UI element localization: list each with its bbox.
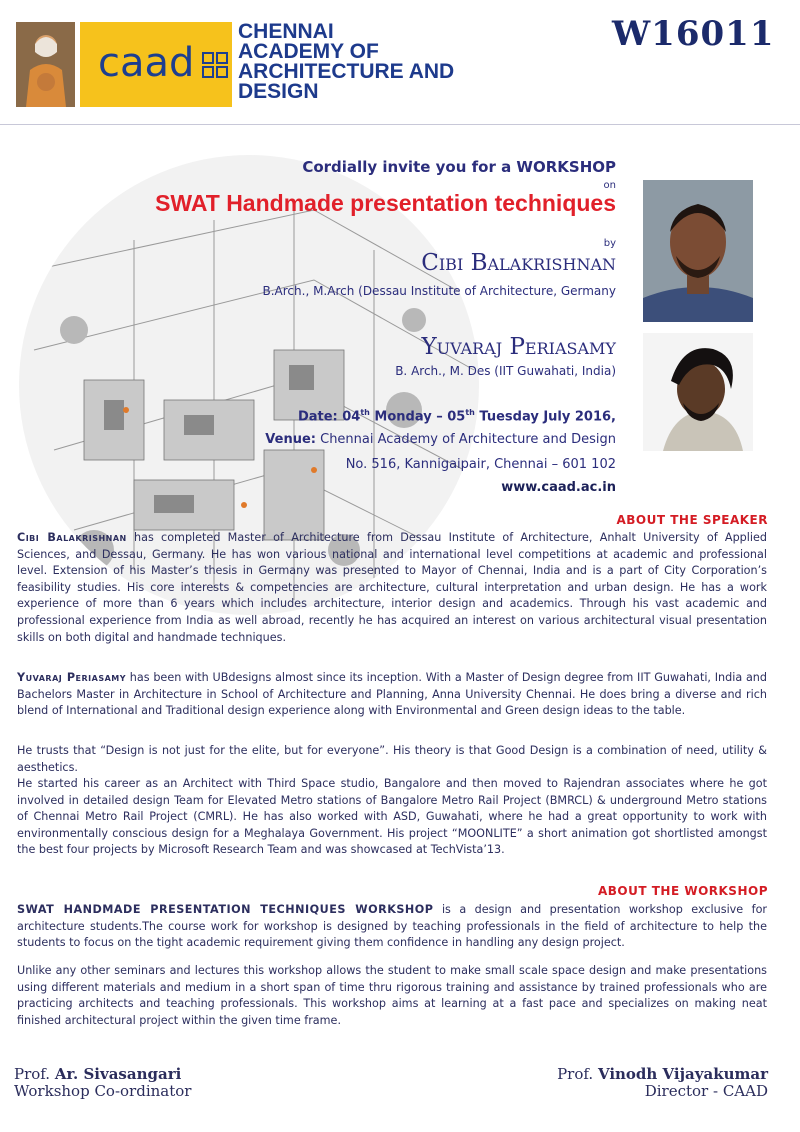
- academy-name: [238, 22, 508, 102]
- workshop-description: [17, 902, 767, 952]
- speaker-2-bio: [17, 670, 767, 720]
- speaker-1-name: Cibi Balakrishnan: [421, 250, 616, 276]
- coordinator-name-line: [14, 1066, 191, 1083]
- speaker-1-bio: [17, 530, 767, 646]
- director-name: Vinodh Vijayakumar: [597, 1065, 768, 1083]
- website-link[interactable]: www.caad.ac.in: [501, 480, 616, 495]
- date-mid: Monday – 05: [369, 409, 466, 425]
- speaker-2-career: He started his career as an Architect with Third Space studio, Bangalore and then moved to Rajendran associates where he got involved in detailed design Team for Elevated Metro stations of Bangalore Metro Rail Project (BMRCL) & underground Metro stations of Chennai Metro Rail Project (CMRL). He has also worked with ASD, Guwahati, where he had a great opportunity to work with environmentally conscious design for a Meghalaya Government. His project “MOONLITE” a short animation got shortlisted amongst the best four projects by Microsoft Research Team and was showcased at TechVista’13.: [17, 777, 767, 857]
- speaker-2-name: Yuvaraj Periasamy: [421, 334, 616, 360]
- event-address: No. 516, Kannigaipair, Chennai – 601 102: [345, 457, 616, 472]
- date-label: Date:: [297, 409, 343, 425]
- date-suffix: th: [360, 408, 370, 417]
- prof-prefix: Prof.: [557, 1065, 598, 1083]
- workshop-title: SWAT Handmade presentation techniques: [155, 190, 616, 216]
- date-day1: 04: [342, 409, 361, 425]
- speaker-2-qualification: B. Arch., M. Des (IIT Guwahati, India): [395, 364, 616, 378]
- workshop-details: Unlike any other seminars and lectures this workshop allows the student to make small scale space design and make presentations using different materials and medium in a short span of time thru rigorous training and assistance by trained professionals who are practicing architects and teaching professionals. This workshop aims at learning at a fast pace and specializes on making neat finished architectural project within the given time frame.: [17, 964, 767, 1027]
- bio-lead: Cibi Balakrishnan: [17, 531, 127, 544]
- prof-prefix: Prof.: [14, 1065, 55, 1083]
- venue-name: Chennai Academy of Architecture and Design: [315, 432, 616, 447]
- about-workshop-heading: ABOUT THE WORKSHOP: [597, 884, 768, 898]
- academy-name-line: CHENNAI: [238, 20, 334, 43]
- logo-grid-icon: [202, 52, 228, 78]
- speaker-1-photo: [643, 180, 753, 322]
- academy-name-line: DESIGN: [238, 80, 319, 103]
- logo-text: caad: [98, 40, 195, 86]
- academy-name-line: ACADEMY OF: [238, 40, 379, 63]
- form-code: W16011: [612, 14, 775, 54]
- header-divider: [0, 124, 800, 125]
- workshop-lead: SWAT HANDMADE PRESENTATION TECHNIQUES WORKSHOP: [17, 903, 434, 916]
- event-date: [298, 408, 616, 424]
- event-venue: [265, 432, 616, 447]
- bio-lead: Yuvaraj Periasamy: [17, 671, 127, 684]
- date-end: Tuesday July 2016,: [474, 409, 616, 425]
- speaker-1-qualification: B.Arch., M.Arch (Dessau Institute of Architecture, Germany: [262, 284, 616, 298]
- coordinator-signature: [14, 1066, 191, 1100]
- speaker-2-photo: [643, 333, 753, 451]
- on-word: on: [603, 180, 616, 191]
- speaker-2-philosophy: He trusts that “Design is not just for the elite, but for everyone”. His theory is that Good Design is a combination of need, utility & aesthetics.: [17, 744, 767, 774]
- workshop-text: is a design and presentation workshop exclusive for architecture students.The course work for workshop is designed by teaching professionals in the field of architecture to help the students to focus on the tight academic requirement giving them confidence in handling any design project.: [17, 903, 768, 950]
- about-speaker-heading: ABOUT THE SPEAKER: [616, 513, 768, 527]
- academy-name-line: ARCHITECTURE AND: [238, 60, 455, 83]
- saint-portrait-image: [16, 22, 75, 107]
- director-role: Director - CAAD: [644, 1082, 768, 1100]
- invite-line: Cordially invite you for a WORKSHOP: [302, 158, 616, 176]
- director-name-line: [557, 1066, 768, 1083]
- by-word: by: [603, 238, 616, 249]
- caad-logo: [80, 22, 232, 107]
- date-suffix: th: [465, 408, 475, 417]
- bio-text: has been with UBdesigns almost since its inception. With a Master of Design degree from IIT Guwahati, India and Bachelors Master in Architecture in School of Architecture and Planning, Anna University Chennai. He does bring a diverse and rich blend of International and Traditional design experience along with Environmental and Green design ideas to the table.: [17, 671, 767, 718]
- director-signature: [557, 1066, 768, 1100]
- venue-label: Venue:: [265, 432, 316, 447]
- coordinator-role: Workshop Co-ordinator: [14, 1082, 192, 1100]
- coordinator-name: Ar. Sivasangari: [54, 1065, 182, 1083]
- bio-text: has completed Master of Architecture from Dessau Institute of Architecture, Anhalt University of Applied Sciences, and Dessau, Germany. He has won various national and international level competitions at academic and professional level. Extension of his Master’s thesis in Germany was presented to Mayor of Chennai, India and is a part of City Corporation’s feasibility studies. His core interests & competencies are architecture, cultural interpretation and urban design. He has a work experience of more than 6 years which includes architecture, interior design and academics. Through his vast academic and professional experience from India as well abroad, recently he has acquired an interest on various architectural visual presentation skills on both digital and handmade techniques.: [17, 531, 767, 644]
